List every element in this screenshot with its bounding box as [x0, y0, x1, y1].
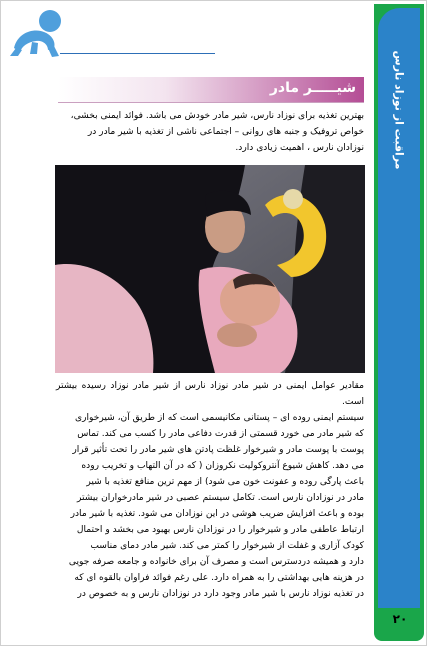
header-rule — [60, 53, 215, 54]
text-line: بهترین تغذیه برای نوزاد نارس، شیر مادر خودش می باشد. فوائد ایمنی بخشی، — [70, 111, 364, 121]
text-line: سیستم ایمنی روده ای – پستانی مکانیسمی است که از طریق آن، شیرخواری — [75, 413, 364, 423]
text-line: باعث پارگی روده و عفونت خون می شود) از مهم ترین منافع تغذیه با شیر — [86, 477, 364, 487]
text-line: مادر در نوزادان نارس است. تکامل سیستم عصبی در شیر مادرخواران بیشتر — [77, 493, 364, 503]
text-line: که شیر مادر می خورد قسمتی از قدرت دفاعی مادر را کسب می کند. تماس — [77, 429, 364, 439]
text-line: نوزادان نارس ، اهمیت زیادی دارد. — [235, 143, 364, 153]
text-line: پوست با پوست مادر و شیرخوار غلظت پادتن های شیر مادر را تحت تأثیر قرار — [72, 445, 364, 455]
text-line: دارد و همیشه دردسترس است و مصرف آن برای خانواده و جامعه صرفه جویی — [68, 557, 364, 567]
text-line: در تغذیه نوزاد نارس با شیر مادر وجود دارد در نوزادان نارس و به خصوص در — [77, 589, 364, 599]
text-line: خواص تروفیک و جنبه های روانی – اجتماعی ناشی از تغذیه با شیر مادر در — [87, 127, 364, 137]
intro-paragraph — [56, 108, 364, 156]
text-line: کودک آزاری و غفلت از شیرخوار را کمتر می کند. شیر مادر دمای مناسب — [90, 541, 364, 551]
chapter-title: مراقبت از نوزاد نارس — [392, 50, 406, 170]
text-line: ارتباط عاطفی مادر و شیرخوار را در نوزادان نارس بهبود می بخشد و احتمال — [76, 525, 364, 535]
text-line: بوده و باعث افزایش ضریب هوشی در این نوزادان می شود. تغذیه با شیر مادر — [70, 509, 364, 519]
text-line: مقادیر عوامل ایمنی در شیر مادر نوزاد نارس از شیر مادر نوزاد رسیده بیشتر است. — [56, 381, 364, 407]
text-line: در هزینه هایی بهداشتی را به همراه دارد. علی رغم فوائد فراوان بالقوه ای که — [74, 573, 364, 583]
section-title: شیـــــر مادر — [269, 80, 356, 96]
page-number: ۲۰ — [392, 612, 408, 626]
mother-breastfeeding-photo — [55, 165, 365, 373]
text-line: می دهد. کاهش شیوع آنتروکولیت نکروزان ( که در آن التهاب و تخریب روده — [81, 461, 364, 471]
section-banner — [58, 77, 364, 103]
main-paragraph — [56, 378, 364, 602]
